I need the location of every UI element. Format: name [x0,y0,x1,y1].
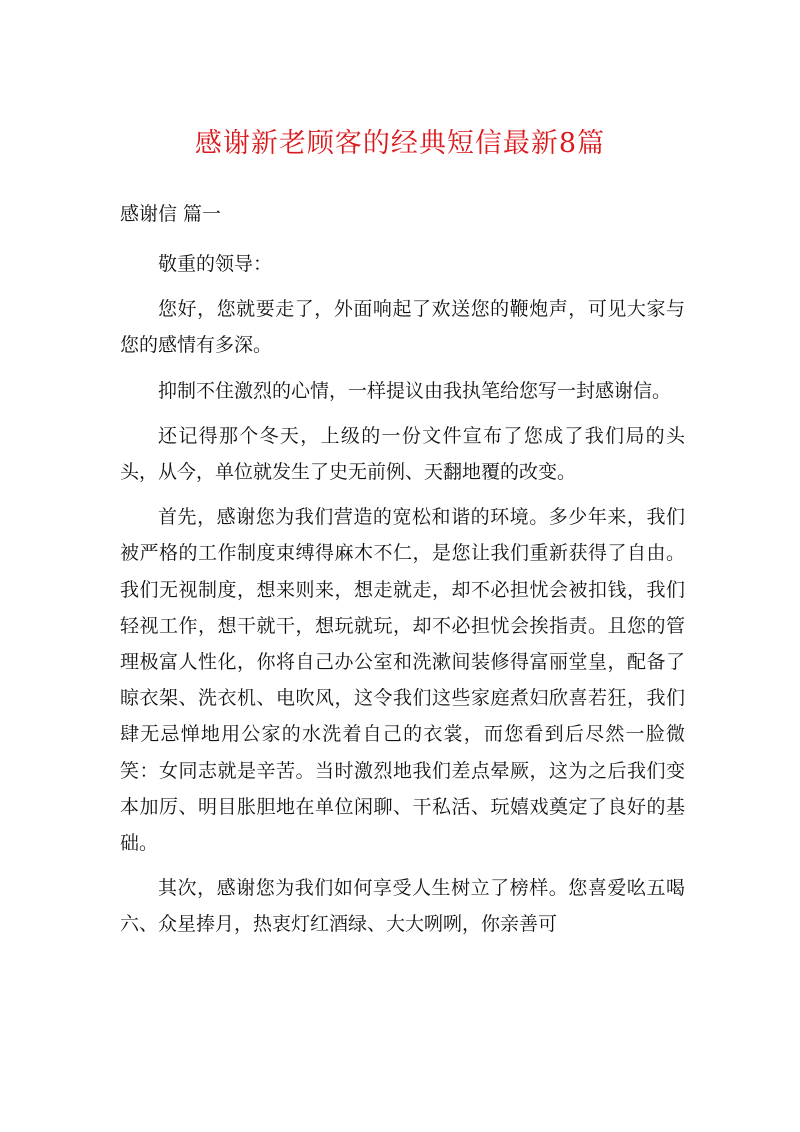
document-title: 感谢新老顾客的经典短信最新8篇 [194,128,606,159]
paragraph-1: 您好，您就要走了，外面响起了欢送您的鞭炮声，可见大家与您的感情有多深。 [120,298,685,357]
paragraph-2: 抑制不住激烈的心情，一样提议由我执笔给您写一封感谢信。 [158,379,672,402]
paragraph-5: 其次，感谢您为我们如何享受人生树立了榜样。您喜爱吆五喝六、众星捧月，热衷灯红酒绿、大大咧咧，你亲善可 [120,877,685,936]
letter-body [120,246,685,952]
paragraph-3: 还记得那个冬天，上级的一份文件宣布了您成了我们局的头头，从今，单位就发生了史无前例、天翻地覆的改变。 [120,424,685,484]
letter-greeting: 敬重的领导： [158,253,273,275]
section-heading: 感谢信 篇一 [120,203,222,225]
paragraph-4: 首先，感谢您为我们营造的宽松和谐的环境。多少年来，我们被严格的工作制度束缚得麻木不仁，是您让我们重新获得了自由。我们无视制度，想来则来，想走就走，却不必担忧会被扣钱，我们轻视工作，想干就干，想玩就玩，却不必担忧会挨指责。且您的管理极富人性化，你将自己办公室和洗漱间装修得富丽堂皇，配备了晾衣架、洗衣机、电吹风，这令我们这些家庭煮妇欣喜若狂，我们肆无忌惮地用公家的水洗着自己的衣裳，而您看到后尽然一脸微笑：女同志就是辛苦。当时激烈地我们差点晕厥，这为之后我们变本加厉、明目胀胆地在单位闲聊、干私活、玩嬉戏奠定了良好的基础。 [120,506,685,855]
